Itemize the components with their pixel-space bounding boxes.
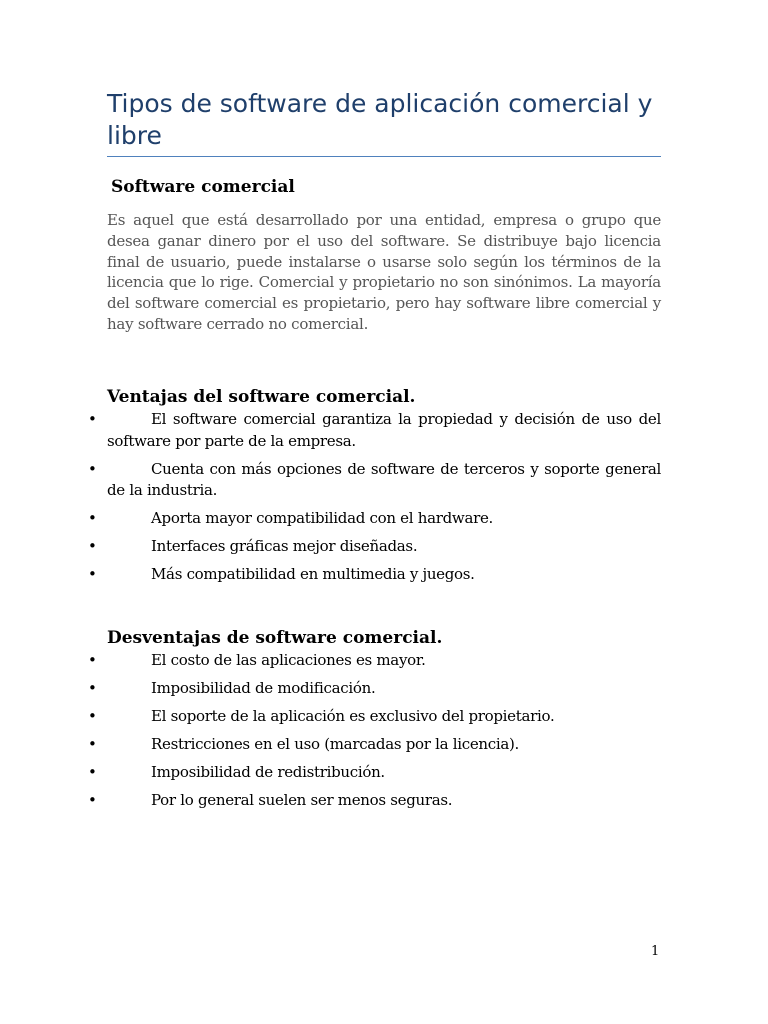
list-item-text: Cuenta con más opciones de software de terceros y soporte general de la industria. [107, 459, 661, 499]
list-item-text: Imposibilidad de redistribución. [151, 763, 385, 781]
list-item-text: El software comercial garantiza la propiedad y decisión de uso del software por parte de la empresa. [107, 410, 661, 450]
intro-paragraph: Es aquel que está desarrollado por una entidad, empresa o grupo que desea ganar dinero por el uso del software. Se distribuye bajo licencia final de usuario, puede instalarse o usarse solo según los términos de la licencia que lo rige. Comercial y propietario no son sinónimos. La mayoría del software comercial es propietario, pero hay software libre comercial y hay software cerrado no comercial. [107, 211, 661, 333]
bullet-icon: • [88, 707, 97, 725]
section-heading-software-comercial: Software comercial [111, 177, 295, 197]
bullet-icon: • [88, 679, 97, 697]
list-item-text: Aporta mayor compatibilidad con el hardware. [151, 509, 493, 527]
list-item [0, 564, 768, 586]
desventajas-list [0, 650, 768, 818]
bullet-icon: • [88, 763, 97, 781]
list-item-text: Restricciones en el uso (marcadas por la licencia). [151, 735, 520, 753]
bullet-icon: • [88, 791, 97, 809]
list-item [0, 459, 768, 502]
ventajas-list [0, 409, 768, 592]
section-heading-desventajas: Desventajas de software comercial. [107, 628, 443, 648]
list-item-text: Imposibilidad de modificación. [151, 679, 376, 697]
list-item [0, 536, 768, 558]
list-item [0, 508, 768, 530]
list-item [0, 734, 768, 756]
bullet-icon: • [88, 651, 97, 669]
list-item-text: El costo de las aplicaciones es mayor. [151, 651, 426, 669]
list-item [0, 762, 768, 784]
bullet-icon: • [88, 459, 97, 478]
list-item [0, 790, 768, 812]
list-item-text: Más compatibilidad en multimedia y juegos. [151, 565, 475, 583]
bullet-icon: • [88, 410, 97, 428]
list-item [0, 650, 768, 672]
page-number: 1 [651, 944, 660, 959]
bullet-icon: • [88, 537, 97, 555]
list-item-text: Por lo general suelen ser menos seguras. [151, 791, 453, 809]
list-item [0, 706, 768, 728]
bullet-icon: • [88, 565, 97, 583]
bullet-icon: • [88, 735, 97, 753]
list-item [0, 409, 768, 452]
list-item [0, 678, 768, 700]
title-underline-rule [107, 156, 661, 157]
section-heading-ventajas: Ventajas del software comercial. [107, 387, 416, 407]
list-item-text: El soporte de la aplicación es exclusivo del propietario. [151, 707, 555, 725]
bullet-icon: • [88, 509, 97, 527]
list-item-text: Interfaces gráficas mejor diseñadas. [151, 537, 418, 555]
page-title: Tipos de software de aplicación comercial y libre [107, 89, 653, 150]
